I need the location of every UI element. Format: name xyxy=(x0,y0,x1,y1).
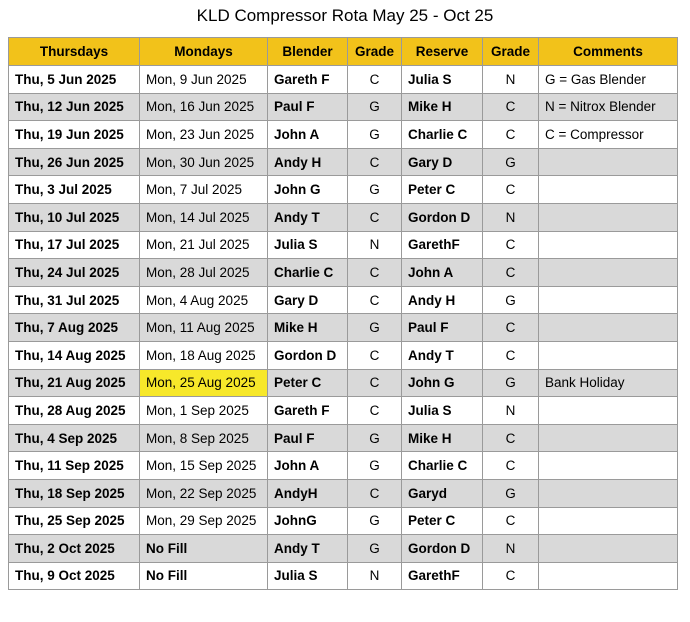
table-row xyxy=(9,259,678,287)
blender-grade-cell: N xyxy=(348,562,402,590)
blender-cell: John G xyxy=(268,176,348,204)
reserve-grade-cell: C xyxy=(483,452,539,480)
monday-cell: No Fill xyxy=(140,535,268,563)
thursday-cell: Thu, 14 Aug 2025 xyxy=(9,341,140,369)
monday-cell: Mon, 23 Jun 2025 xyxy=(140,121,268,149)
blender-cell: Julia S xyxy=(268,231,348,259)
reserve-grade-cell: G xyxy=(483,148,539,176)
thursday-cell: Thu, 2 Oct 2025 xyxy=(9,535,140,563)
reserve-cell: Julia S xyxy=(402,66,483,94)
monday-cell: Mon, 30 Jun 2025 xyxy=(140,148,268,176)
reserve-cell: Julia S xyxy=(402,397,483,425)
table-row xyxy=(9,562,678,590)
blender-cell: Peter C xyxy=(268,369,348,397)
blender-cell: Paul F xyxy=(268,424,348,452)
blender-cell: Gordon D xyxy=(268,341,348,369)
comment-cell xyxy=(539,176,678,204)
reserve-cell: Peter C xyxy=(402,176,483,204)
table-row xyxy=(9,203,678,231)
reserve-cell: Garyd xyxy=(402,479,483,507)
reserve-grade-cell: N xyxy=(483,535,539,563)
thursday-cell: Thu, 18 Sep 2025 xyxy=(9,479,140,507)
thursday-cell: Thu, 4 Sep 2025 xyxy=(9,424,140,452)
blender-cell: Mike H xyxy=(268,314,348,342)
table-row xyxy=(9,424,678,452)
blender-cell: Gareth F xyxy=(268,66,348,94)
reserve-grade-cell: C xyxy=(483,259,539,287)
reserve-cell: GarethF xyxy=(402,231,483,259)
thursday-cell: Thu, 7 Aug 2025 xyxy=(9,314,140,342)
blender-cell: Andy T xyxy=(268,203,348,231)
thursday-cell: Thu, 21 Aug 2025 xyxy=(9,369,140,397)
comment-cell xyxy=(539,535,678,563)
monday-cell: Mon, 8 Sep 2025 xyxy=(140,424,268,452)
monday-cell: Mon, 29 Sep 2025 xyxy=(140,507,268,535)
monday-cell: Mon, 18 Aug 2025 xyxy=(140,341,268,369)
comment-cell xyxy=(539,479,678,507)
reserve-grade-cell: C xyxy=(483,93,539,121)
blender-grade-cell: G xyxy=(348,314,402,342)
blender-grade-cell: C xyxy=(348,341,402,369)
comment-cell xyxy=(539,507,678,535)
blender-cell: Paul F xyxy=(268,93,348,121)
monday-cell: Mon, 11 Aug 2025 xyxy=(140,314,268,342)
comment-cell xyxy=(539,341,678,369)
blender-grade-cell: C xyxy=(348,369,402,397)
header-mondays: Mondays xyxy=(140,38,268,66)
blender-grade-cell: G xyxy=(348,452,402,480)
table-row xyxy=(9,535,678,563)
thursday-cell: Thu, 5 Jun 2025 xyxy=(9,66,140,94)
blender-cell: John A xyxy=(268,452,348,480)
blender-grade-cell: G xyxy=(348,93,402,121)
thursday-cell: Thu, 11 Sep 2025 xyxy=(9,452,140,480)
blender-grade-cell: G xyxy=(348,507,402,535)
reserve-grade-cell: N xyxy=(483,203,539,231)
comment-cell xyxy=(539,231,678,259)
table-row xyxy=(9,66,678,94)
reserve-cell: Paul F xyxy=(402,314,483,342)
reserve-grade-cell: G xyxy=(483,479,539,507)
blender-grade-cell: C xyxy=(348,148,402,176)
thursday-cell: Thu, 3 Jul 2025 xyxy=(9,176,140,204)
comment-cell xyxy=(539,562,678,590)
table-row xyxy=(9,314,678,342)
header-blender: Blender xyxy=(268,38,348,66)
comment-cell: G = Gas Blender xyxy=(539,66,678,94)
table-row xyxy=(9,507,678,535)
reserve-grade-cell: C xyxy=(483,314,539,342)
comment-cell xyxy=(539,452,678,480)
comment-cell xyxy=(539,286,678,314)
table-row xyxy=(9,121,678,149)
monday-cell: Mon, 22 Sep 2025 xyxy=(140,479,268,507)
header-comments: Comments xyxy=(539,38,678,66)
reserve-cell: John G xyxy=(402,369,483,397)
comment-cell: Bank Holiday xyxy=(539,369,678,397)
thursday-cell: Thu, 24 Jul 2025 xyxy=(9,259,140,287)
reserve-cell: Charlie C xyxy=(402,452,483,480)
monday-cell: Mon, 25 Aug 2025 xyxy=(140,369,268,397)
reserve-grade-cell: G xyxy=(483,369,539,397)
blender-grade-cell: C xyxy=(348,203,402,231)
table-row xyxy=(9,231,678,259)
thursday-cell: Thu, 17 Jul 2025 xyxy=(9,231,140,259)
blender-grade-cell: C xyxy=(348,479,402,507)
comment-cell xyxy=(539,397,678,425)
page-title: KLD Compressor Rota May 25 - Oct 25 xyxy=(196,6,494,25)
reserve-cell: Mike H xyxy=(402,424,483,452)
table-row xyxy=(9,369,678,397)
rota-table xyxy=(8,37,678,590)
header-reserve: Reserve xyxy=(402,38,483,66)
table-row xyxy=(9,93,678,121)
monday-cell: Mon, 1 Sep 2025 xyxy=(140,397,268,425)
monday-cell: Mon, 4 Aug 2025 xyxy=(140,286,268,314)
table-row xyxy=(9,397,678,425)
comment-cell: N = Nitrox Blender xyxy=(539,93,678,121)
blender-grade-cell: G xyxy=(348,176,402,204)
blender-cell: Andy T xyxy=(268,535,348,563)
reserve-grade-cell: N xyxy=(483,66,539,94)
header-row xyxy=(9,38,678,66)
reserve-grade-cell: C xyxy=(483,562,539,590)
reserve-grade-cell: C xyxy=(483,424,539,452)
table-row xyxy=(9,148,678,176)
blender-cell: Gareth F xyxy=(268,397,348,425)
monday-cell: Mon, 14 Jul 2025 xyxy=(140,203,268,231)
blender-cell: John A xyxy=(268,121,348,149)
blender-cell: Gary D xyxy=(268,286,348,314)
thursday-cell: Thu, 28 Aug 2025 xyxy=(9,397,140,425)
blender-grade-cell: G xyxy=(348,535,402,563)
blender-cell: Julia S xyxy=(268,562,348,590)
thursday-cell: Thu, 19 Jun 2025 xyxy=(9,121,140,149)
blender-grade-cell: G xyxy=(348,121,402,149)
reserve-cell: Charlie C xyxy=(402,121,483,149)
reserve-grade-cell: C xyxy=(483,341,539,369)
table-row xyxy=(9,341,678,369)
monday-cell: Mon, 16 Jun 2025 xyxy=(140,93,268,121)
monday-cell: No Fill xyxy=(140,562,268,590)
thursday-cell: Thu, 10 Jul 2025 xyxy=(9,203,140,231)
thursday-cell: Thu, 31 Jul 2025 xyxy=(9,286,140,314)
table-row xyxy=(9,452,678,480)
reserve-cell: Andy T xyxy=(402,341,483,369)
blender-grade-cell: C xyxy=(348,66,402,94)
reserve-cell: Andy H xyxy=(402,286,483,314)
thursday-cell: Thu, 12 Jun 2025 xyxy=(9,93,140,121)
blender-grade-cell: C xyxy=(348,259,402,287)
header-grade: Grade xyxy=(348,38,402,66)
blender-grade-cell: C xyxy=(348,286,402,314)
blender-grade-cell: N xyxy=(348,231,402,259)
reserve-grade-cell: G xyxy=(483,286,539,314)
table-row xyxy=(9,176,678,204)
comment-cell xyxy=(539,203,678,231)
comment-cell xyxy=(539,148,678,176)
table-row xyxy=(9,286,678,314)
blender-grade-cell: C xyxy=(348,397,402,425)
reserve-grade-cell: C xyxy=(483,176,539,204)
reserve-cell: John A xyxy=(402,259,483,287)
reserve-cell: Gordon D xyxy=(402,535,483,563)
rota-body xyxy=(9,66,678,590)
monday-cell: Mon, 9 Jun 2025 xyxy=(140,66,268,94)
reserve-cell: GarethF xyxy=(402,562,483,590)
blender-cell: JohnG xyxy=(268,507,348,535)
comment-cell xyxy=(539,314,678,342)
thursday-cell: Thu, 9 Oct 2025 xyxy=(9,562,140,590)
header-reserve-grade: Grade xyxy=(483,38,539,66)
monday-cell: Mon, 15 Sep 2025 xyxy=(140,452,268,480)
comment-cell: C = Compressor xyxy=(539,121,678,149)
blender-cell: AndyH xyxy=(268,479,348,507)
reserve-grade-cell: C xyxy=(483,231,539,259)
reserve-cell: Gordon D xyxy=(402,203,483,231)
reserve-cell: Peter C xyxy=(402,507,483,535)
table-row xyxy=(9,479,678,507)
reserve-grade-cell: C xyxy=(483,121,539,149)
comment-cell xyxy=(539,259,678,287)
thursday-cell: Thu, 25 Sep 2025 xyxy=(9,507,140,535)
reserve-grade-cell: N xyxy=(483,397,539,425)
monday-cell: Mon, 28 Jul 2025 xyxy=(140,259,268,287)
reserve-grade-cell: C xyxy=(483,507,539,535)
thursday-cell: Thu, 26 Jun 2025 xyxy=(9,148,140,176)
reserve-cell: Mike H xyxy=(402,93,483,121)
reserve-cell: Gary D xyxy=(402,148,483,176)
blender-grade-cell: G xyxy=(348,424,402,452)
blender-cell: Charlie C xyxy=(268,259,348,287)
header-thursdays: Thursdays xyxy=(9,38,140,66)
comment-cell xyxy=(539,424,678,452)
monday-cell: Mon, 21 Jul 2025 xyxy=(140,231,268,259)
monday-cell: Mon, 7 Jul 2025 xyxy=(140,176,268,204)
blender-cell: Andy H xyxy=(268,148,348,176)
